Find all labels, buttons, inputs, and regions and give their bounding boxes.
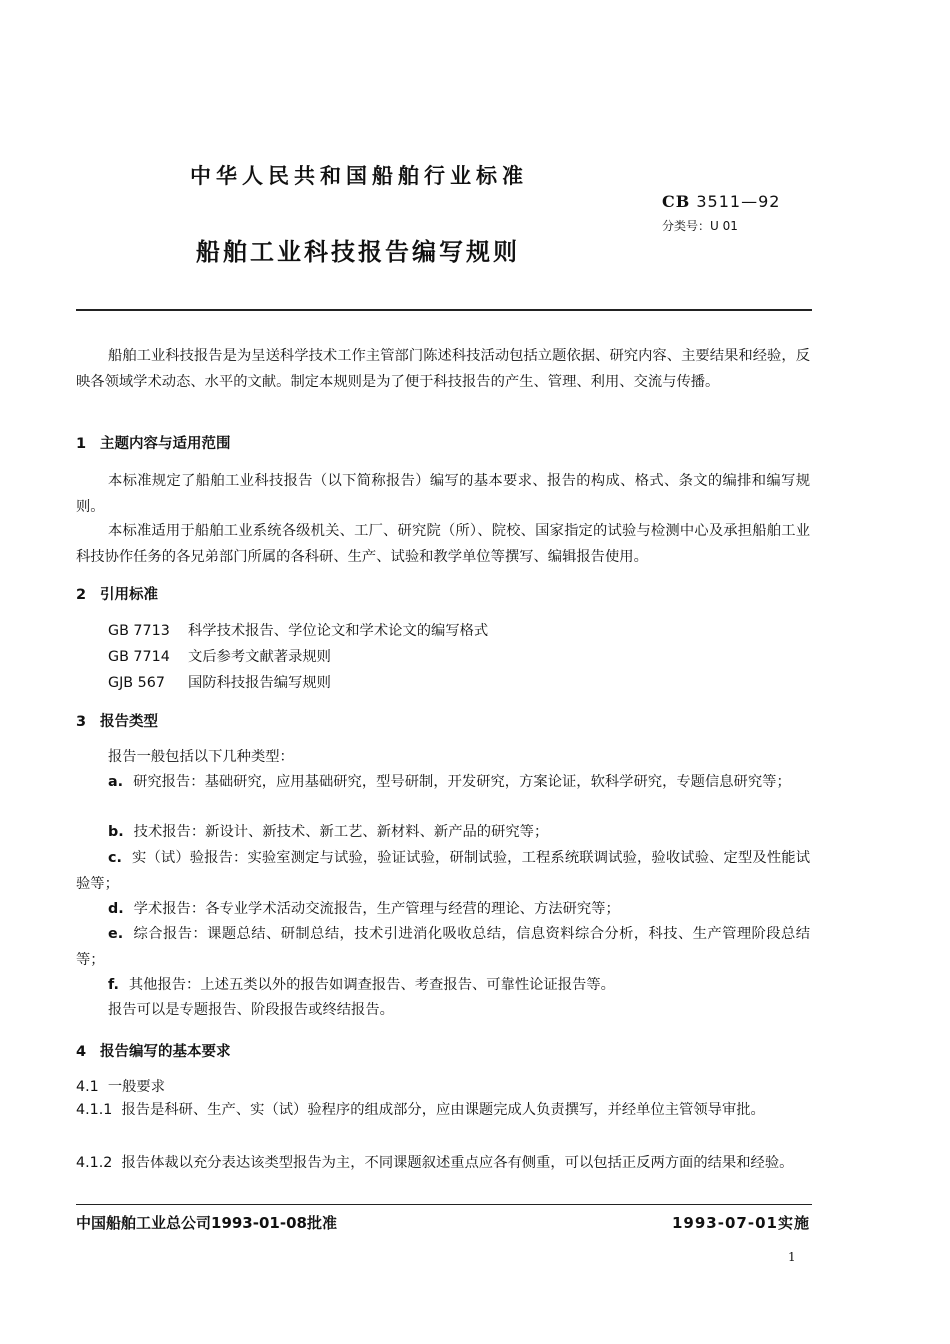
report-type-item [76,896,810,922]
footer-divider [76,1204,812,1205]
standard-code [662,192,780,211]
intro-paragraph: 船舶工业科技报告是为呈送科学技术工作主管部门陈述科技活动包括立题依据、研究内容、主要结果和经验，反映各领域学术动态、水平的文献。制定本规则是为了便于科技报告的产生、管理、利用、交流与传播。 [76,348,810,390]
section-3-title: 报告类型 [100,714,158,730]
classification-number: 分类号：U 01 [662,219,738,233]
report-type-item [76,769,810,795]
section-3-closing: 报告可以是专题报告、阶段报告或终结报告。 [108,1002,394,1018]
referenced-standards-list [108,618,488,696]
section-2-title: 引用标准 [100,587,158,603]
item-text: 学术报告：各专业学术活动交流报告，生产管理与经营的理论、方法研究等； [133,901,620,917]
section-3-heading [76,710,158,731]
clause-4-1-2 [76,1150,810,1176]
reference-name: 文后参考文献著录规则 [188,649,331,665]
reference-code: GJB 567 [108,675,165,691]
section-1-heading [76,432,231,453]
reference-code: GB 7713 [108,623,170,639]
standard-category-title: 中华人民共和国船舶行业标准 [190,164,528,188]
clause-number: 4.1.2 [76,1155,113,1171]
section-1-title: 主题内容与适用范围 [100,436,231,452]
clause-text: 报告体裁以充分表达该类型报告为主，不同课题叙述重点应各有侧重，可以包括正反两方面的结果和经验。 [121,1155,794,1171]
section-3-lead: 报告一般包括以下几种类型： [108,749,294,765]
section-4-number: 4 [76,1044,87,1060]
section-2-heading [76,583,158,604]
clause-4-1-1 [76,1097,810,1123]
reference-row [108,618,488,644]
report-type-item [76,819,810,845]
report-type-item [76,921,810,973]
section-3-number: 3 [76,714,87,730]
item-marker: a. [108,774,124,790]
subsection-number: 4.1 [76,1079,99,1095]
clause-number: 4.1.1 [76,1102,113,1118]
section-1-paragraph-1: 本标准规定了船舶工业科技报告（以下简称报告）编写的基本要求、报告的构成、格式、条文的编排和编写规则。 [76,473,810,515]
item-marker: b. [108,824,124,840]
header-divider [76,309,812,311]
section-2-number: 2 [76,587,87,603]
document-title: 船舶工业科技报告编写规则 [196,238,520,266]
approval-line: 中国船舶工业总公司1993-01-08批准 [76,1214,337,1232]
report-type-item [76,845,810,897]
standard-code-number: 3511—92 [696,192,781,211]
section-1-number: 1 [76,436,87,452]
item-marker: d. [108,901,124,917]
reference-code: GB 7714 [108,649,170,665]
section-4-title: 报告编写的基本要求 [100,1044,231,1060]
reference-name: 国防科技报告编写规则 [188,675,331,691]
subsection-4-1-heading [76,1076,165,1096]
clause-text: 报告是科研、生产、实（试）验程序的组成部分，应由课题完成人负责撰写，并经单位主管领导审批。 [121,1102,765,1118]
reference-row [108,644,488,670]
section-4-heading [76,1040,231,1061]
reference-row [108,670,488,696]
item-marker: f. [108,977,119,993]
item-marker: e. [108,926,124,942]
item-text: 研究报告：基础研究，应用基础研究，型号研制，开发研究，方案论证，软科学研究，专题信息研究等； [133,774,791,790]
standard-code-prefix: CB [662,192,691,211]
item-marker: c. [108,850,122,866]
item-text: 综合报告：课题总结、研制总结，技术引进消化吸收总结，信息资料综合分析，科技、生产管理阶段总结等； [76,926,810,968]
report-type-item [76,972,810,998]
page-number: 1 [788,1250,796,1264]
item-text: 其他报告：上述五类以外的报告如调查报告、考查报告、可靠性论证报告等。 [128,977,615,993]
section-1-paragraph-2: 本标准适用于船舶工业系统各级机关、工厂、研究院（所）、院校、国家指定的试验与检测中心及承担船舶工业科技协作任务的各兄弟部门所属的各科研、生产、试验和教学单位等撰写、编辑报告使用。 [76,523,810,565]
reference-name: 科学技术报告、学位论文和学术论文的编写格式 [188,623,489,639]
item-text: 技术报告：新设计、新技术、新工艺、新材料、新产品的研究等； [133,824,549,840]
effective-date: 1993-07-01实施 [672,1214,810,1232]
item-text: 实（试）验报告：实验室测定与试验，验证试验，研制试验，工程系统联调试验，验收试验、定型及性能试验等； [76,850,810,892]
subsection-title: 一般要求 [107,1079,166,1095]
